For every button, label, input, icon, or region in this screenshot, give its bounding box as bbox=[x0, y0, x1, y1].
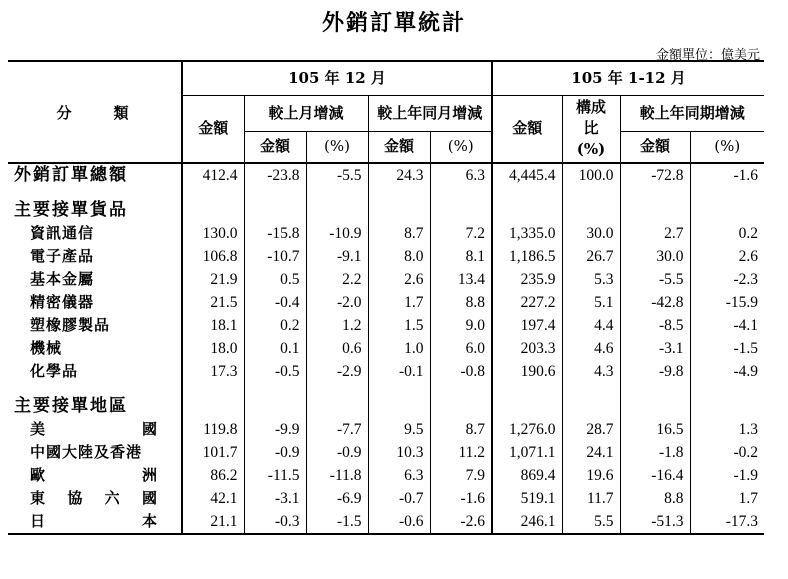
unit-note: 金額單位：億美元 bbox=[655, 48, 760, 63]
value-cell: -0.7 bbox=[368, 487, 430, 510]
value-cell: 246.1 bbox=[492, 510, 562, 534]
row-label-text: 歐 洲 bbox=[30, 466, 158, 484]
value-cell: -2.3 bbox=[690, 268, 764, 291]
value-cell bbox=[562, 199, 620, 222]
export-orders-table bbox=[8, 60, 764, 535]
value-cell bbox=[306, 395, 368, 418]
value-cell: 412.4 bbox=[182, 163, 244, 187]
value-cell: 1.5 bbox=[368, 314, 430, 337]
value-cell: -10.9 bbox=[306, 222, 368, 245]
value-cell: -2.0 bbox=[306, 291, 368, 314]
value-cell bbox=[244, 199, 306, 222]
table-row bbox=[8, 418, 764, 441]
value-cell bbox=[182, 199, 244, 222]
value-cell: 0.2 bbox=[244, 314, 306, 337]
spacer-row bbox=[8, 187, 764, 199]
table-row bbox=[8, 360, 764, 383]
value-cell: 4.4 bbox=[562, 314, 620, 337]
table-row bbox=[8, 464, 764, 487]
value-cell: 1,071.1 bbox=[492, 441, 562, 464]
value-cell bbox=[182, 395, 244, 418]
value-cell: -6.9 bbox=[306, 487, 368, 510]
row-label-text: 精密儀器 bbox=[30, 293, 95, 311]
row-label-text: 外銷訂單總額 bbox=[14, 165, 128, 185]
value-cell: 106.8 bbox=[182, 245, 244, 268]
row-label bbox=[8, 268, 182, 291]
row-label bbox=[8, 418, 182, 441]
value-cell bbox=[430, 383, 492, 395]
value-cell: -16.4 bbox=[620, 464, 690, 487]
value-cell: 190.6 bbox=[492, 360, 562, 383]
value-cell: 6.3 bbox=[430, 163, 492, 187]
value-cell: 7.9 bbox=[430, 464, 492, 487]
table-row bbox=[8, 337, 764, 360]
value-cell: 4.6 bbox=[562, 337, 620, 360]
value-cell: -0.9 bbox=[306, 441, 368, 464]
value-cell: 1.7 bbox=[690, 487, 764, 510]
value-cell: -9.1 bbox=[306, 245, 368, 268]
value-cell bbox=[430, 199, 492, 222]
value-cell bbox=[690, 199, 764, 222]
amount-header-year: 金額 bbox=[492, 95, 562, 163]
value-cell: 24.3 bbox=[368, 163, 430, 187]
category-header: 分 類 bbox=[8, 61, 182, 163]
value-cell bbox=[690, 187, 764, 199]
value-cell: 130.0 bbox=[182, 222, 244, 245]
value-cell: 18.0 bbox=[182, 337, 244, 360]
value-cell bbox=[368, 187, 430, 199]
value-cell: -9.8 bbox=[620, 360, 690, 383]
value-cell bbox=[244, 383, 306, 395]
value-cell: -1.5 bbox=[690, 337, 764, 360]
sub-pct-header: (%) bbox=[430, 131, 492, 163]
value-cell: 2.6 bbox=[368, 268, 430, 291]
value-cell: -17.3 bbox=[690, 510, 764, 534]
amount-header-month: 金額 bbox=[182, 95, 244, 163]
value-cell: 1,186.5 bbox=[492, 245, 562, 268]
value-cell bbox=[430, 395, 492, 418]
table-row bbox=[8, 245, 764, 268]
value-cell: -10.7 bbox=[244, 245, 306, 268]
value-cell: -1.6 bbox=[430, 487, 492, 510]
value-cell: -0.3 bbox=[244, 510, 306, 534]
value-cell: 8.1 bbox=[430, 245, 492, 268]
sub-pct-header: (%) bbox=[306, 131, 368, 163]
value-cell bbox=[182, 187, 244, 199]
value-cell bbox=[492, 199, 562, 222]
value-cell: 26.7 bbox=[562, 245, 620, 268]
value-cell bbox=[562, 395, 620, 418]
value-cell bbox=[492, 187, 562, 199]
value-cell: -42.8 bbox=[620, 291, 690, 314]
value-cell: 2.7 bbox=[620, 222, 690, 245]
row-label-text: 機械 bbox=[30, 339, 63, 357]
value-cell: -51.3 bbox=[620, 510, 690, 534]
row-label bbox=[8, 510, 182, 534]
row-label bbox=[8, 464, 182, 487]
row-label-text: 主要接單貨品 bbox=[14, 200, 128, 220]
value-cell: 2.2 bbox=[306, 268, 368, 291]
page-title: 外銷訂單統計 bbox=[321, 10, 466, 36]
row-label-text: 美 國 bbox=[30, 420, 158, 438]
value-cell: 101.7 bbox=[182, 441, 244, 464]
value-cell: -1.9 bbox=[690, 464, 764, 487]
value-cell bbox=[306, 187, 368, 199]
value-cell: 11.7 bbox=[562, 487, 620, 510]
table-row bbox=[8, 487, 764, 510]
row-label bbox=[8, 187, 182, 199]
value-cell: -4.9 bbox=[690, 360, 764, 383]
value-cell: -9.9 bbox=[244, 418, 306, 441]
value-cell: -11.5 bbox=[244, 464, 306, 487]
section-label bbox=[8, 199, 182, 222]
sub-amount-header: 金額 bbox=[620, 131, 690, 163]
row-label bbox=[8, 487, 182, 510]
row-label bbox=[8, 291, 182, 314]
value-cell bbox=[620, 187, 690, 199]
value-cell: -3.1 bbox=[620, 337, 690, 360]
section-row bbox=[8, 199, 764, 222]
vs-prev-year-month-header: 較上年同月增減 bbox=[368, 95, 492, 131]
value-cell bbox=[562, 187, 620, 199]
value-cell: 8.8 bbox=[430, 291, 492, 314]
value-cell bbox=[620, 199, 690, 222]
row-label-text: 東 協 六 國 bbox=[30, 489, 158, 507]
value-cell bbox=[430, 187, 492, 199]
value-cell: 28.7 bbox=[562, 418, 620, 441]
row-label bbox=[8, 441, 182, 464]
value-cell: 6.0 bbox=[430, 337, 492, 360]
sub-amount-header: 金額 bbox=[244, 131, 306, 163]
value-cell: -15.8 bbox=[244, 222, 306, 245]
row-label-text: 資訊通信 bbox=[30, 224, 95, 242]
value-cell bbox=[492, 383, 562, 395]
table-body bbox=[8, 163, 764, 534]
value-cell: 1.7 bbox=[368, 291, 430, 314]
row-label-text: 主要接單地區 bbox=[14, 396, 128, 416]
value-cell: -2.9 bbox=[306, 360, 368, 383]
value-cell: 18.1 bbox=[182, 314, 244, 337]
section-label bbox=[8, 395, 182, 418]
table-row bbox=[8, 163, 764, 187]
value-cell: 19.6 bbox=[562, 464, 620, 487]
value-cell: 5.3 bbox=[562, 268, 620, 291]
value-cell: 0.1 bbox=[244, 337, 306, 360]
value-cell: -1.5 bbox=[306, 510, 368, 534]
value-cell: 1,276.0 bbox=[492, 418, 562, 441]
vs-prev-year-period-header: 較上年同期增減 bbox=[620, 95, 764, 131]
table-row bbox=[8, 441, 764, 464]
value-cell: -4.1 bbox=[690, 314, 764, 337]
value-cell: 24.1 bbox=[562, 441, 620, 464]
section-row bbox=[8, 395, 764, 418]
sub-amount-header: 金額 bbox=[368, 131, 430, 163]
row-label-text: 塑橡膠製品 bbox=[30, 316, 111, 334]
value-cell: 1.0 bbox=[368, 337, 430, 360]
value-cell bbox=[620, 383, 690, 395]
value-cell: 0.5 bbox=[244, 268, 306, 291]
sub-pct-header: (%) bbox=[690, 131, 764, 163]
value-cell bbox=[562, 383, 620, 395]
value-cell: 197.4 bbox=[492, 314, 562, 337]
value-cell: -0.4 bbox=[244, 291, 306, 314]
value-cell bbox=[182, 383, 244, 395]
value-cell: -72.8 bbox=[620, 163, 690, 187]
spacer-row bbox=[8, 383, 764, 395]
value-cell: 8.7 bbox=[368, 222, 430, 245]
value-cell: 8.7 bbox=[430, 418, 492, 441]
value-cell: 1.2 bbox=[306, 314, 368, 337]
value-cell: 86.2 bbox=[182, 464, 244, 487]
value-cell: 21.9 bbox=[182, 268, 244, 291]
value-cell: -7.7 bbox=[306, 418, 368, 441]
value-cell: -0.1 bbox=[368, 360, 430, 383]
value-cell: 235.9 bbox=[492, 268, 562, 291]
value-cell: -1.6 bbox=[690, 163, 764, 187]
value-cell: -3.1 bbox=[244, 487, 306, 510]
vs-prev-month-header: 較上月增減 bbox=[244, 95, 368, 131]
value-cell: 9.0 bbox=[430, 314, 492, 337]
value-cell: -11.8 bbox=[306, 464, 368, 487]
value-cell: 42.1 bbox=[182, 487, 244, 510]
value-cell: -0.8 bbox=[430, 360, 492, 383]
value-cell: -5.5 bbox=[306, 163, 368, 187]
value-cell: 16.5 bbox=[620, 418, 690, 441]
table-row bbox=[8, 268, 764, 291]
value-cell: -0.9 bbox=[244, 441, 306, 464]
period-year-header: 105 年 1-12 月 bbox=[492, 61, 764, 95]
row-label bbox=[8, 314, 182, 337]
value-cell: 13.4 bbox=[430, 268, 492, 291]
value-cell: -0.5 bbox=[244, 360, 306, 383]
value-cell: -15.9 bbox=[690, 291, 764, 314]
value-cell: 8.8 bbox=[620, 487, 690, 510]
table-row bbox=[8, 510, 764, 534]
table-row bbox=[8, 314, 764, 337]
value-cell: -0.6 bbox=[368, 510, 430, 534]
value-cell: 17.3 bbox=[182, 360, 244, 383]
row-label bbox=[8, 360, 182, 383]
row-label bbox=[8, 383, 182, 395]
value-cell: 1,335.0 bbox=[492, 222, 562, 245]
row-label-text: 基本金屬 bbox=[30, 270, 95, 288]
table-row bbox=[8, 291, 764, 314]
row-label bbox=[8, 222, 182, 245]
value-cell: 119.8 bbox=[182, 418, 244, 441]
value-cell: 9.5 bbox=[368, 418, 430, 441]
value-cell bbox=[368, 395, 430, 418]
value-cell: 100.0 bbox=[562, 163, 620, 187]
row-label-text: 化學品 bbox=[30, 362, 79, 380]
value-cell: 11.2 bbox=[430, 441, 492, 464]
row-label bbox=[8, 163, 182, 187]
value-cell: -1.8 bbox=[620, 441, 690, 464]
value-cell: 10.3 bbox=[368, 441, 430, 464]
value-cell: 8.0 bbox=[368, 245, 430, 268]
period-month-header: 105 年 12 月 bbox=[182, 61, 492, 95]
value-cell: -8.5 bbox=[620, 314, 690, 337]
value-cell bbox=[620, 395, 690, 418]
row-label-text: 電子產品 bbox=[30, 247, 95, 265]
row-label bbox=[8, 245, 182, 268]
value-cell: 869.4 bbox=[492, 464, 562, 487]
value-cell: 21.1 bbox=[182, 510, 244, 534]
value-cell bbox=[368, 199, 430, 222]
value-cell bbox=[690, 383, 764, 395]
value-cell: 5.5 bbox=[562, 510, 620, 534]
table-row bbox=[8, 222, 764, 245]
value-cell: 2.6 bbox=[690, 245, 764, 268]
row-label-text: 中國大陸及香港 bbox=[30, 443, 143, 461]
value-cell: 21.5 bbox=[182, 291, 244, 314]
value-cell: -23.8 bbox=[244, 163, 306, 187]
value-cell: -5.5 bbox=[620, 268, 690, 291]
value-cell: 30.0 bbox=[620, 245, 690, 268]
value-cell: 519.1 bbox=[492, 487, 562, 510]
value-cell bbox=[306, 383, 368, 395]
row-label bbox=[8, 337, 182, 360]
value-cell: -2.6 bbox=[430, 510, 492, 534]
value-cell: 5.1 bbox=[562, 291, 620, 314]
value-cell: 4.3 bbox=[562, 360, 620, 383]
value-cell bbox=[368, 383, 430, 395]
value-cell: 30.0 bbox=[562, 222, 620, 245]
value-cell: 227.2 bbox=[492, 291, 562, 314]
value-cell bbox=[244, 395, 306, 418]
value-cell bbox=[492, 395, 562, 418]
row-label-text: 日 本 bbox=[30, 512, 158, 530]
value-cell: 1.3 bbox=[690, 418, 764, 441]
value-cell: 4,445.4 bbox=[492, 163, 562, 187]
share-header: 構成比 (%) bbox=[562, 95, 620, 163]
value-cell: 0.6 bbox=[306, 337, 368, 360]
value-cell: 0.2 bbox=[690, 222, 764, 245]
value-cell: -0.2 bbox=[690, 441, 764, 464]
value-cell: 6.3 bbox=[368, 464, 430, 487]
value-cell bbox=[306, 199, 368, 222]
value-cell: 203.3 bbox=[492, 337, 562, 360]
value-cell: 7.2 bbox=[430, 222, 492, 245]
value-cell bbox=[690, 395, 764, 418]
value-cell bbox=[244, 187, 306, 199]
